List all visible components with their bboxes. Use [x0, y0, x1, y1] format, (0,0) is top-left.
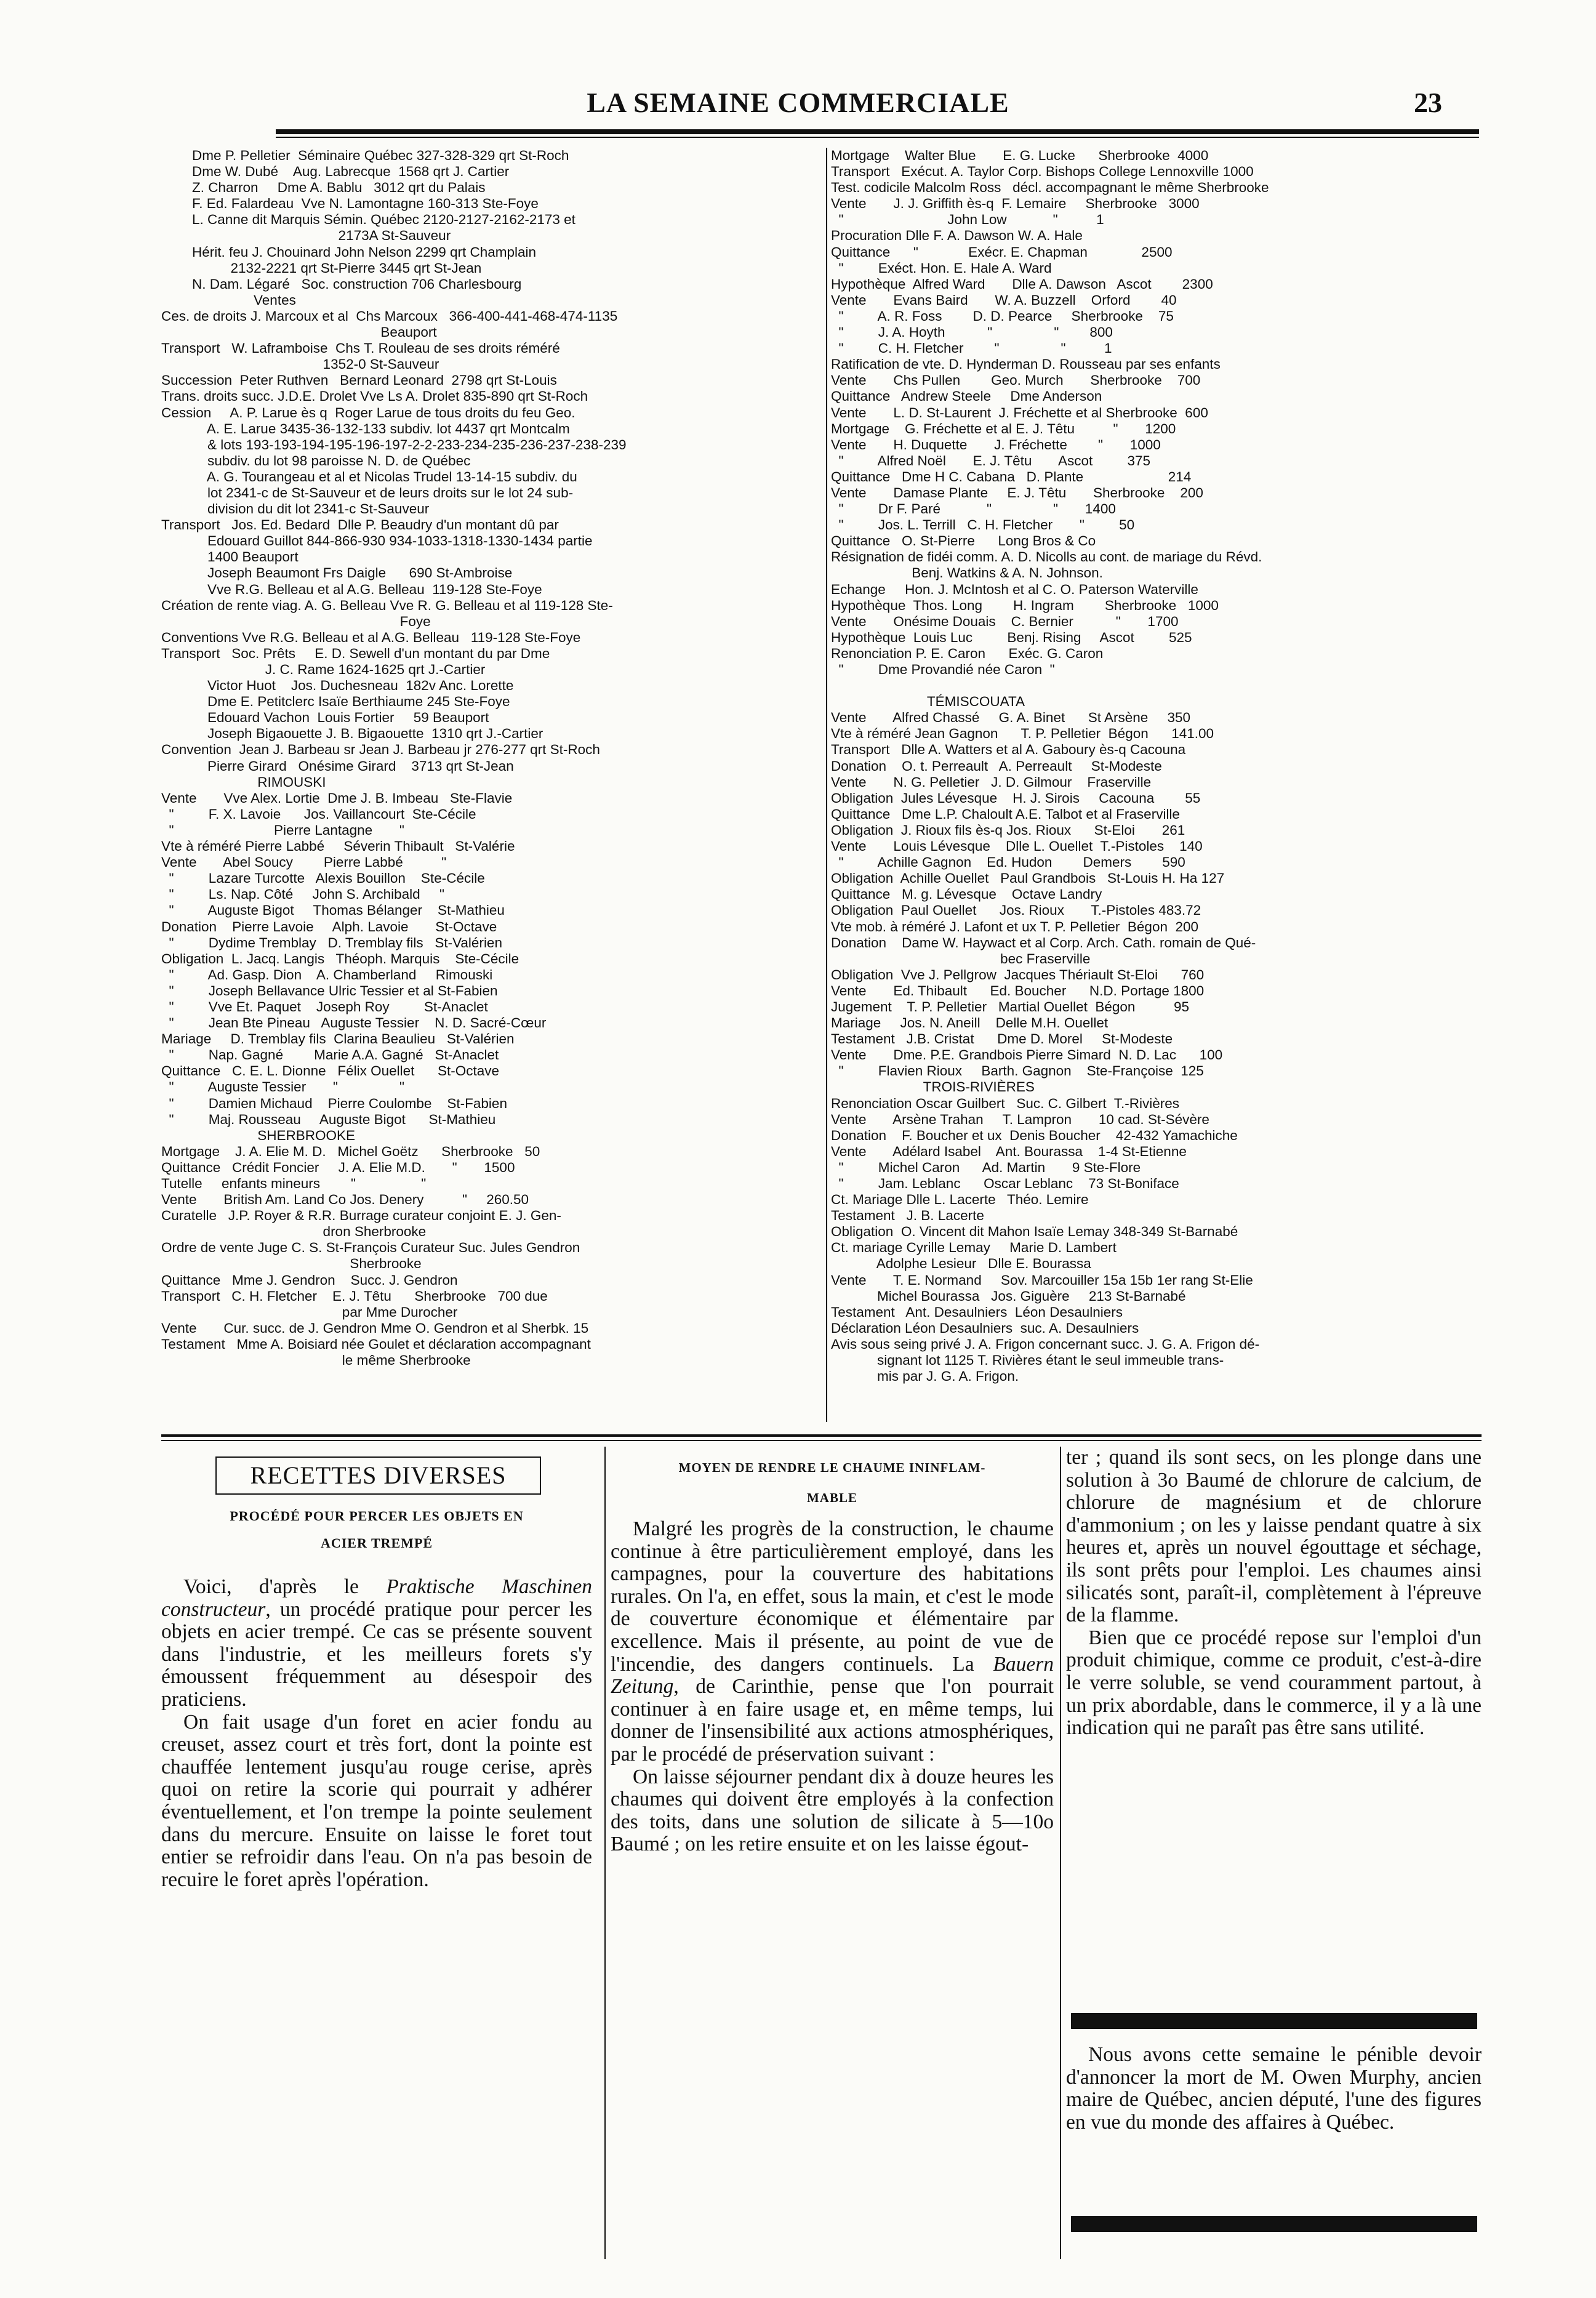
listing-row: " Pierre Lantagne " — [161, 822, 404, 838]
section-rule — [161, 1434, 1482, 1437]
listing-row: Sherbrooke — [161, 1256, 422, 1272]
listing-row: lot 2341-c de St-Sauveur et de leurs droits sur le lot 24 sub- — [161, 484, 574, 500]
listing-row: " Auguste Bigot Thomas Bélanger St-Mathieu — [161, 902, 505, 918]
listing-row: Transport Soc. Prêts E. D. Sewell d'un montant du par Dme — [161, 645, 550, 661]
listing-row: J. C. Rame 1624-1625 qrt J.-Cartier — [161, 662, 486, 677]
listing-row: Echange Hon. J. McIntosh et al C. O. Paterson Waterville — [831, 581, 1198, 597]
article2-heading-line2: MABLE — [806, 1490, 857, 1505]
listing-row: Joseph Bigaouette J. B. Bigaouette 1310 qrt J.-Cartier — [161, 726, 543, 742]
listing-row: " Achille Gagnon Ed. Hudon Demers 590 — [831, 854, 1185, 870]
listing-row: Succession Peter Ruthven Bernard Leonard 2798 qrt St-Louis — [161, 372, 557, 388]
listing-row: Convention Jean J. Barbeau sr Jean J. Barbeau jr 276-277 qrt St-Roch — [161, 742, 600, 758]
article1-p2: On fait usage d'un foret en acier fondu au creuset, assez court et très fort, dont la pointe est chauffée lentement jusqu'au rouge cerise, après quoi on retire la scorie qui pourrait y adhérer éventuellement, et l'on trempe la pointe seulement dans du mercure. Ensuite on laisse le foret tout entier se refroidir dans l'eau. On n'a pas besoin de recuire le foret après l'opération. — [161, 1710, 592, 1891]
obituary-notice — [1066, 2044, 1482, 2179]
article3-p2: Bien que ce procédé repose sur l'emploi d'un produit chimique, comme ce produit, c'est-à-dire le verre soluble, se vend couramment partout, à un prix abordable, dans le commerce, il y a là une indication qui ne paraît pas être sans utilité. — [1066, 1626, 1482, 1740]
listing-row: N. Dam. Légaré Soc. construction 706 Charlesbourg — [161, 276, 522, 292]
listing-row: " A. R. Foss D. D. Pearce Sherbrooke 75 — [831, 308, 1174, 324]
listing-row: Vente Vve Alex. Lortie Dme J. B. Imbeau Ste-Flavie — [161, 790, 513, 806]
listing-row: " Michel Caron Ad. Martin 9 Ste-Flore — [831, 1159, 1141, 1175]
listing-row: Obligation Vve J. Pellgrow Jacques Thériault St-Eloi 760 — [831, 966, 1205, 982]
listing-row: Curatelle J.P. Royer & R.R. Burrage curateur conjoint E. J. Gen- — [161, 1208, 561, 1224]
listing-row: Pierre Girard Onésime Girard 3713 qrt St-Jean — [161, 758, 514, 774]
article2-body — [611, 1518, 1054, 2208]
listing-row: dron Sherbrooke — [161, 1224, 427, 1240]
listing-row: Transport Dlle A. Watters et al A. Gaboury ès-q Cacouna — [831, 742, 1186, 758]
listing-row: Ordre de vente Juge C. S. St-François Curateur Suc. Jules Gendron — [161, 1240, 580, 1256]
listing-row: mis par J. G. A. Frigon. — [831, 1368, 1019, 1384]
listing-row: Conventions Vve R.G. Belleau et al A.G. Belleau 119-128 Ste-Foye — [161, 629, 581, 645]
listing-row: Quittance " Exécr. E. Chapman 2500 — [831, 244, 1173, 260]
listing-row: Vente Ed. Thibault Ed. Boucher N.D. Portage 1800 — [831, 982, 1205, 998]
listing-row: " Ad. Gasp. Dion A. Chamberland Rimouski — [161, 966, 493, 982]
page-number: 23 — [1414, 87, 1442, 118]
listing-row: Vente Dme. P.E. Grandbois Pierre Simard N. D. Lac 100 — [831, 1047, 1223, 1063]
listing-row: Quittance C. E. L. Dionne Félix Ouellet St-Octave — [161, 1063, 499, 1079]
listing-row: Vente Abel Soucy Pierre Labbé " — [161, 854, 447, 870]
listing-row: " Damien Michaud Pierre Coulombe St-Fabien — [161, 1095, 507, 1111]
listing-row: " Jos. L. Terrill C. H. Fletcher " 50 — [831, 517, 1135, 533]
listing-row: " Dr F. Paré " " 1400 — [831, 501, 1116, 517]
listing-row: Transport Exécut. A. Taylor Corp. Bishops College Lennoxville 1000 — [831, 164, 1254, 180]
listing-row: Ventes — [161, 292, 296, 308]
listing-row: Quittance Dme L.P. Chaloult A.E. Talbot et al Fraserville — [831, 806, 1180, 822]
article3-body — [1066, 1447, 1482, 1958]
article2-p1-end: , de Carinthie, pense que l'on pourrait continuer à en faire usage et, en même temps, lui donner de l'insensibilité aux actions atmosphériques, par le procédé de préservation suivant : — [611, 1675, 1054, 1766]
section-rule-thin — [161, 1440, 1482, 1441]
listing-row: Vente Alfred Chassé G. A. Binet St Arsène 350 — [831, 710, 1191, 726]
listing-row: Donation F. Boucher et ux Denis Boucher 42-432 Yamachiche — [831, 1127, 1238, 1143]
listing-row: Obligation Achille Ouellet Paul Grandbois St-Louis H. Ha 127 — [831, 870, 1225, 886]
article1-p1-end: , un procédé pratique pour percer les objets en acier trempé. Ce cas se présente souvent dans l'industrie, et les meilleurs forets s'y émoussent fréquemment au désespoir des praticiens. — [161, 1597, 592, 1711]
listing-row: Mariage D. Tremblay fils Clarina Beaulieu St-Valérien — [161, 1031, 515, 1047]
article2-p1-start: Malgré les progrès de la construction, le chaume continue à être particulièrement employé, dans les campagnes, pour la couverture des habitations rurales. On l'a, en effet, sous la main, et c'est le mode de couverture économique et élémentaire par excellence. Mais il présente, au point de vue de l'incendie, des dangers continuels. La — [611, 1518, 1054, 1676]
listing-row: Hypothèque Louis Luc Benj. Rising Ascot 525 — [831, 629, 1192, 645]
listing-row: " Ls. Nap. Côté John S. Archibald " — [161, 886, 444, 902]
article1-p1-start: Voici, d'après le — [183, 1576, 387, 1598]
listing-row: Victor Huot Jos. Duchesneau 182v Anc. Lorette — [161, 678, 514, 694]
listing-row: Mortgage J. A. Elie M. D. Michel Goëtz Sherbrooke 50 — [161, 1143, 540, 1159]
listing-row: bec Fraserville — [831, 950, 1091, 966]
listing-row: Dme E. Petitclerc Isaïe Berthiaume 245 Ste-Foye — [161, 694, 510, 710]
listing-row: 2132-2221 qrt St-Pierre 3445 qrt St-Jean — [161, 260, 482, 276]
listing-row: F. Ed. Falardeau Vve N. Lamontagne 160-313 Ste-Foye — [161, 196, 539, 212]
article1-p1-source: Praktische Maschinen constructeur — [161, 1576, 592, 1621]
listing-row: " Alfred Noël E. J. Têtu Ascot 375 — [831, 452, 1151, 468]
listing-row: division du dit lot 2341-c St-Sauveur — [161, 501, 430, 517]
listing-row: " Exéct. Hon. E. Hale A. Ward — [831, 260, 1052, 276]
listing-row: par Mme Durocher — [161, 1304, 458, 1320]
listing-row: 2173A St-Sauveur — [161, 228, 451, 244]
listing-row: Quittance Dme H C. Cabana D. Plante 214 — [831, 468, 1192, 484]
listing-row: Adolphe Lesieur Dlle E. Bourassa — [831, 1256, 1091, 1272]
listing-row: Vte à réméré Jean Gagnon T. P. Pelletier Bégon 141.00 — [831, 726, 1214, 742]
listing-row: Ratification de vte. D. Hynderman D. Rousseau par ses enfants — [831, 356, 1221, 372]
listing-row: Tutelle enfants mineurs " " — [161, 1176, 427, 1191]
listing-row: Vve R.G. Belleau et al A.G. Belleau 119-128 Ste-Foye — [161, 581, 542, 597]
listing-row: Hypothèque Thos. Long H. Ingram Sherbrooke 1000 — [831, 597, 1219, 613]
listing-row: le même Sherbrooke — [161, 1352, 471, 1368]
article1-subheading — [161, 1508, 592, 1551]
article1-subheading-line1: PROCÉDÉ POUR PERCER LES OBJETS EN — [230, 1508, 524, 1524]
listing-row: TROIS-RIVIÈRES — [831, 1079, 1035, 1095]
listing-row: " Jam. Leblanc Oscar Leblanc 73 St-Boniface — [831, 1176, 1179, 1191]
listing-row: A. G. Tourangeau et al et Nicolas Trudel 13-14-15 subdiv. du — [161, 468, 577, 484]
column-divider-bottom-2 — [1060, 1447, 1061, 2259]
listing-row: Ct. mariage Cyrille Lemay Marie D. Lambert — [831, 1240, 1117, 1256]
listing-row: Hypothèque Alfred Ward Dlle A. Dawson Ascot 2300 — [831, 276, 1213, 292]
listing-row: Foye — [161, 613, 431, 629]
listing-row: Trans. droits succ. J.D.E. Drolet Vve Ls A. Drolet 835-890 qrt St-Roch — [161, 388, 588, 404]
listing-row: " Joseph Bellavance Ulric Tessier et al St-Fabien — [161, 982, 498, 998]
listing-row: Vte à réméré Pierre Labbé Séverin Thibault St-Valérie — [161, 838, 515, 854]
article2-p1-source: Bauern Zeitung — [611, 1652, 1054, 1698]
listing-row: " Maj. Rousseau Auguste Bigot St-Mathieu — [161, 1111, 496, 1127]
listing-row: Mortgage Walter Blue E. G. Lucke Sherbrooke 4000 — [831, 148, 1209, 163]
article2-heading-line1: MOYEN DE RENDRE LE CHAUME ININFLAM- — [678, 1460, 986, 1475]
listing-row: SHERBROOKE — [161, 1127, 356, 1143]
newspaper-title: LA SEMAINE COMMERCIALE — [587, 87, 1009, 118]
listing-row: Testament J.B. Cristat Dme D. Morel St-Modeste — [831, 1031, 1173, 1047]
column-divider — [826, 148, 827, 1422]
listing-row: Obligation L. Jacq. Langis Théoph. Marquis Ste-Cécile — [161, 950, 519, 966]
listing-row: " Jean Bte Pineau Auguste Tessier N. D. Sacré-Cœur — [161, 1015, 547, 1031]
listing-row: Test. codicile Malcolm Ross décl. accompagnant le même Sherbrooke — [831, 180, 1269, 196]
article3-p3: Nous avons cette semaine le pénible devoir d'annoncer la mort de M. Owen Murphy, ancien maire de Québec, ancien député, l'une des figures en vue du monde des affaires à Québec. — [1066, 2044, 1482, 2134]
listing-row: Testament J. B. Lacerte — [831, 1208, 984, 1224]
listing-row: Vente J. J. Griffith ès-q F. Lemaire Sherbrooke 3000 — [831, 196, 1200, 212]
right-listings-column — [831, 148, 1483, 1422]
article1-subheading-line2: ACIER TREMPÉ — [320, 1535, 433, 1551]
listing-row: Benj. Watkins & A. N. Johnson. — [831, 565, 1103, 581]
listing-row: Vente British Am. Land Co Jos. Denery " 260.50 — [161, 1192, 529, 1208]
article2-p2: On laisse séjourner pendant dix à douze heures les chaumes qui doivent être employés à la confection des toits, dans une solution de silicate à 5—10o Baumé ; on les retire ensuite et on les laisse égout- — [611, 1765, 1054, 1856]
listing-row: Quittance Crédit Foncier J. A. Elie M.D. " 1500 — [161, 1159, 515, 1175]
listing-row: Beauport — [161, 324, 437, 340]
listing-row: Transport Jos. Ed. Bedard Dlle P. Beaudry d'un montant dû par — [161, 517, 559, 533]
listing-row: Quittance Andrew Steele Dme Anderson — [831, 388, 1102, 404]
listing-row: Joseph Beaumont Frs Daigle 690 St-Ambroise — [161, 565, 513, 581]
article1-heading: RECETTES DIVERSES — [215, 1456, 541, 1495]
listing-row: Avis sous seing privé J. A. Frigon concernant succ. J. G. A. Frigon dé- — [831, 1336, 1260, 1352]
listing-row: " Dydime Tremblay D. Tremblay fils St-Valérien — [161, 934, 502, 950]
header-rule-thin — [276, 137, 1479, 138]
listing-row: " J. A. Hoyth " " 800 — [831, 324, 1113, 340]
listing-row: Vente Arsène Trahan T. Lampron 10 cad. St-Sévère — [831, 1111, 1209, 1127]
listing-row: Obligation O. Vincent dit Mahon Isaïe Lemay 348-349 St-Barnabé — [831, 1224, 1238, 1240]
listing-row: " Lazare Turcotte Alexis Bouillon Ste-Cécile — [161, 870, 485, 886]
listing-row — [831, 678, 1483, 694]
listing-row: Transport C. H. Fletcher E. J. Têtu Sherbrooke 700 due — [161, 1288, 548, 1304]
listing-row: " Flavien Rioux Barth. Gagnon Ste-Françoise 125 — [831, 1063, 1204, 1079]
listing-row: Vente Louis Lévesque Dlle L. Ouellet T.-Pistoles 140 — [831, 838, 1203, 854]
listing-row: Renonciation Oscar Guilbert Suc. C. Gilbert T.-Rivières — [831, 1095, 1180, 1111]
listing-row: Vente H. Duquette J. Fréchette " 1000 — [831, 436, 1161, 452]
listing-row: & lots 193-193-194-195-196-197-2-2-233-234-235-236-237-238-239 — [161, 436, 627, 452]
listing-row: Vte mob. à réméré J. Lafont et ux T. P. Pelletier Bégon 200 — [831, 918, 1199, 934]
listing-row: Cession A. P. Larue ès q Roger Larue de tous droits du feu Geo. — [161, 404, 575, 420]
listing-row: Testament Ant. Desaulniers Léon Desaulniers — [831, 1304, 1123, 1320]
listing-row: Obligation Jules Lévesque H. J. Sirois Cacouna 55 — [831, 790, 1201, 806]
article1-body — [161, 1576, 592, 2247]
listing-row: Vente N. G. Pelletier J. D. Gilmour Fraserville — [831, 774, 1152, 790]
listing-row: " C. H. Fletcher " " 1 — [831, 340, 1112, 356]
listing-row: L. Canne dit Marquis Sémin. Québec 2120-2127-2162-2173 et — [161, 212, 575, 228]
listing-row: subdiv. du lot 98 paroisse N. D. de Québec — [161, 452, 471, 468]
listing-row: Création de rente viag. A. G. Belleau Vve R. G. Belleau et al 119-128 Ste- — [161, 597, 613, 613]
listing-row: Donation O. t. Perreault A. Perreault St-Modeste — [831, 758, 1162, 774]
listing-row: RIMOUSKI — [161, 774, 326, 790]
listing-row: Déclaration Léon Desaulniers suc. A. Desaulniers — [831, 1320, 1139, 1336]
listing-row: Vente Adélard Isabel Ant. Bourassa 1-4 St-Etienne — [831, 1143, 1187, 1159]
listing-row: Vente Damase Plante E. J. Têtu Sherbrooke 200 — [831, 484, 1203, 500]
listing-row: Résignation de fidéi comm. A. D. Nicolls au cont. de mariage du Révd. — [831, 549, 1262, 565]
listing-row: Jugement T. P. Pelletier Martial Ouellet Bégon 95 — [831, 998, 1189, 1014]
listing-row: Ct. Mariage Dlle L. Lacerte Théo. Lemire — [831, 1192, 1089, 1208]
listing-row: Renonciation P. E. Caron Exéc. G. Caron — [831, 645, 1104, 661]
listing-row: Vente Cur. succ. de J. Gendron Mme O. Gendron et al Sherbk. 15 — [161, 1320, 589, 1336]
listing-row: Quittance M. g. Lévesque Octave Landry — [831, 886, 1102, 902]
article2-heading — [611, 1460, 1054, 1506]
listing-row: " Vve Et. Paquet Joseph Roy St-Anaclet — [161, 998, 488, 1014]
listing-row: Testament Mme A. Boisiard née Goulet et déclaration accompagnant — [161, 1336, 591, 1352]
listing-row: Quittance O. St-Pierre Long Bros & Co — [831, 533, 1096, 549]
column-divider-bottom-1 — [604, 1447, 606, 2259]
listing-row: Vente Onésime Douais C. Bernier " 1700 — [831, 613, 1179, 629]
listing-row: Dme P. Pelletier Séminaire Québec 327-328-329 qrt St-Roch — [161, 148, 569, 163]
listing-row: Mortgage G. Fréchette et al E. J. Têtu " 1200 — [831, 420, 1176, 436]
left-listings-column — [161, 148, 823, 1422]
listing-row: Ces. de droits J. Marcoux et al Chs Marcoux 366-400-441-468-474-1135 — [161, 308, 618, 324]
listing-row: Dme W. Dubé Aug. Labrecque 1568 qrt J. Cartier — [161, 164, 510, 180]
listing-row: Edouard Guillot 844-866-930 934-1033-1318-1330-1434 partie — [161, 533, 593, 549]
listing-row: signant lot 1125 T. Rivières étant le seul immeuble trans- — [831, 1352, 1224, 1368]
listing-row: A. E. Larue 3435-36-132-133 subdiv. lot 4437 qrt Montcalm — [161, 420, 570, 436]
listing-row: Procuration Dlle F. A. Dawson W. A. Hale — [831, 228, 1083, 244]
header-rule — [276, 129, 1479, 134]
listing-row: " Auguste Tessier " " — [161, 1079, 404, 1095]
listing-row: " Nap. Gagné Marie A.A. Gagné St-Anaclet — [161, 1047, 499, 1063]
listing-row: TÉMISCOUATA — [831, 694, 1025, 710]
listing-row: Vente Chs Pullen Geo. Murch Sherbrooke 700 — [831, 372, 1201, 388]
listing-row: " F. X. Lavoie Jos. Vaillancourt Ste-Cécile — [161, 806, 476, 822]
listing-row: Vente L. D. St-Laurent J. Fréchette et al Sherbrooke 600 — [831, 404, 1208, 420]
listing-row: 1352-0 St-Sauveur — [161, 356, 439, 372]
listing-row: Donation Pierre Lavoie Alph. Lavoie St-Octave — [161, 918, 497, 934]
listing-row: Obligation Paul Ouellet Jos. Rioux T.-Pistoles 483.72 — [831, 902, 1201, 918]
listing-row: Michel Bourassa Jos. Giguère 213 St-Barnabé — [831, 1288, 1186, 1304]
listing-row: Vente T. E. Normand Sov. Marcouiller 15a 15b 1er rang St-Elie — [831, 1272, 1253, 1288]
listing-row: 1400 Beauport — [161, 549, 299, 565]
ornamental-rule — [1071, 2013, 1477, 2029]
listing-row: Mariage Jos. N. Aneill Delle M.H. Ouellet — [831, 1015, 1109, 1031]
listing-row: Obligation J. Rioux fils ès-q Jos. Rioux St-Eloi 261 — [831, 822, 1185, 838]
listing-row: Quittance Mme J. Gendron Succ. J. Gendron — [161, 1272, 458, 1288]
listing-row: " John Low " 1 — [831, 212, 1104, 228]
listing-row: Z. Charron Dme A. Bablu 3012 qrt du Palais — [161, 180, 486, 196]
article3-p1: ter ; quand ils sont secs, on les plonge dans une solution à 3o Baumé de chlorure de calcium, de chlorure de magnésium et de chlorure d'ammonium ; on les y laisse pendant quatre à six heures et, après un nouvel égouttage et séchage, ils sont prêts pour l'emploi. Les chaumes ainsi silicatés sont, paraît-il, complètement à l'épreuve de la flamme. — [1066, 1447, 1482, 1627]
listing-row: Hérit. feu J. Chouinard John Nelson 2299 qrt Champlain — [161, 244, 537, 260]
closing-rule — [1071, 2216, 1477, 2232]
listing-row: Transport W. Laframboise Chs T. Rouleau de ses droits réméré — [161, 340, 560, 356]
listing-row: Edouard Vachon Louis Fortier 59 Beauport — [161, 710, 489, 726]
listing-row: Donation Dame W. Haywact et al Corp. Arch. Cath. romain de Qué- — [831, 934, 1256, 950]
listing-row: Vente Evans Baird W. A. Buzzell Orford 40 — [831, 292, 1177, 308]
listing-row: " Dme Provandié née Caron " — [831, 662, 1055, 677]
